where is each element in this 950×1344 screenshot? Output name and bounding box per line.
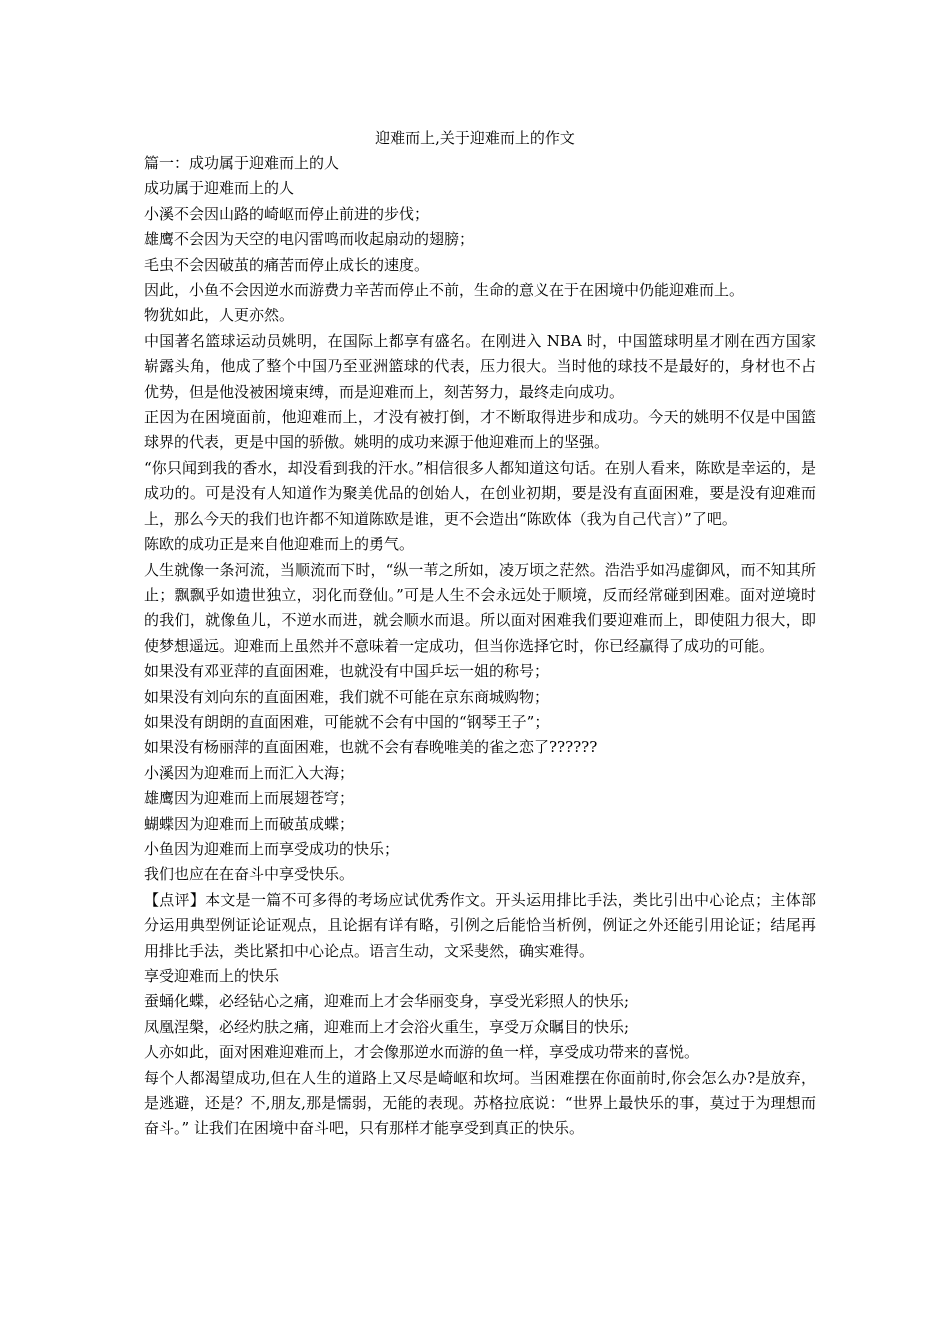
paragraph: 雄鹰因为迎难而上而展翅苍穹；	[144, 789, 355, 808]
paragraph: 因此，小鱼不会因逆水而游费力辛苦而停止不前，生命的意义在于在困境中仍能迎难而上。	[144, 281, 745, 300]
paragraph: “你只闻到我的香水，却没看到我的汗水。”相信很多人都知道这句话。在别人看来，陈欧是幸运的，是成功的。可是没有人知道作为聚美优品的创始人，在创业初期，要是没有直面困难，要是没有迎难而上，那么今天的我们也许都不知道陈欧是谁，更不会造出“陈欧体（我为自己代言）”了吧。	[144, 458, 816, 528]
paragraph: 如果没有刘向东的直面困难，我们就不可能在京东商城购物；	[144, 687, 550, 706]
paragraph: 雄鹰不会因为天空的电闪雷鸣而收起扇动的翅膀；	[144, 230, 475, 249]
paragraph: 篇一：成功属于迎难而上的人	[144, 154, 340, 172]
paragraph: 小鱼因为迎难而上而享受成功的快乐；	[144, 839, 400, 858]
paragraph: 如果没有杨丽萍的直面困难，也就不会有春晚唯美的雀之恋了??????	[144, 738, 598, 757]
paragraph: 陈欧的成功正是来自他迎难而上的勇气。	[144, 535, 415, 554]
paragraph: 享受迎难而上的快乐	[144, 967, 280, 985]
paragraph: 小溪不会因山路的崎岖而停止前进的步伐；	[144, 204, 430, 223]
paragraph: 如果没有邓亚萍的直面困难，也就没有中国乒坛一姐的称号；	[144, 662, 550, 681]
paragraph: 如果没有朗朗的直面困难，可能就不会有中国的“钢琴王子”；	[144, 712, 550, 731]
document-title: 迎难而上,关于迎难而上的作文	[375, 129, 575, 147]
paragraph: 正因为在困境面前，他迎难而上，才没有被打倒，才不断取得进步和成功。今天的姚明不仅是中国篮球界的代表，更是中国的骄傲。姚明的成功来源于他迎难而上的坚强。	[144, 408, 816, 452]
paragraph: 小溪因为迎难而上而汇入大海；	[144, 763, 355, 782]
paragraph: 成功属于迎难而上的人	[144, 179, 295, 198]
document-body	[144, 151, 816, 1142]
paragraph: 人生就像一条河流，当顺流而下时，“纵一苇之所如，凌万顷之茫然。浩浩乎如冯虚御风，而不知其所止；飘飘乎如遗世独立，羽化而登仙。”可是人生不会永远处于顺境，反而经常碰到困难。面对逆境时的我们，就像鱼儿，不逆水而进，就会顺水而退。所以面对困难我们要迎难而上，即使阻力很大，即使梦想遥远。迎难而上虽然并不意味着一定成功，但当你选择它时，你已经赢得了成功的可能。	[144, 560, 816, 655]
paragraph: 毛虫不会因破茧的痛苦而停止成长的速度。	[144, 255, 430, 274]
paragraph: 蝴蝶因为迎难而上而破茧成蝶；	[144, 814, 355, 833]
paragraph: 凤凰涅槃，必经灼肤之痛，迎难而上才会浴火重生，享受万众瞩目的快乐;	[144, 1017, 630, 1036]
paragraph: 中国著名篮球运动员姚明，在国际上都享有盛名。在刚进入 NBA 时，中国篮球明星才刚在西方国家崭露头角，他成了整个中国乃至亚洲篮球的代表，压力很大。当时他的球技不是最好的，身材也不占优势，但是他没被困境束缚，而是迎难而上，刻苦努力，最终走向成功。	[144, 331, 816, 401]
paragraph: 每个人都渴望成功,但在人生的道路上又尽是崎岖和坎坷。当困难摆在你面前时,你会怎么办?是放弃，是逃避，还是？不,朋友,那是懦弱，无能的表现。苏格拉底说：“世界上最快乐的事，莫过于为理想而奋斗。” 让我们在困境中奋斗吧，只有那样才能享受到真正的快乐。	[144, 1068, 816, 1138]
paragraph: 蚕蛹化蝶，必经钻心之痛，迎难而上才会华丽变身，享受光彩照人的快乐;	[144, 992, 630, 1011]
paragraph: 人亦如此，面对困难迎难而上，才会像那逆水而游的鱼一样，享受成功带来的喜悦。	[144, 1043, 700, 1062]
paragraph: 我们也应在在奋斗中享受快乐。	[144, 865, 355, 884]
paragraph: 物犹如此，人更亦然。	[144, 306, 295, 325]
paragraph: 【点评】本文是一篇不可多得的考场应试优秀作文。开头运用排比手法，类比引出中心论点；主体部分运用典型例证论证观点，且论据有详有略，引例之后能恰当析例，例证之外还能引用论证；结尾再用排比手法，类比紧扣中心论点。语言生动，文采斐然，确实难得。	[144, 890, 816, 960]
